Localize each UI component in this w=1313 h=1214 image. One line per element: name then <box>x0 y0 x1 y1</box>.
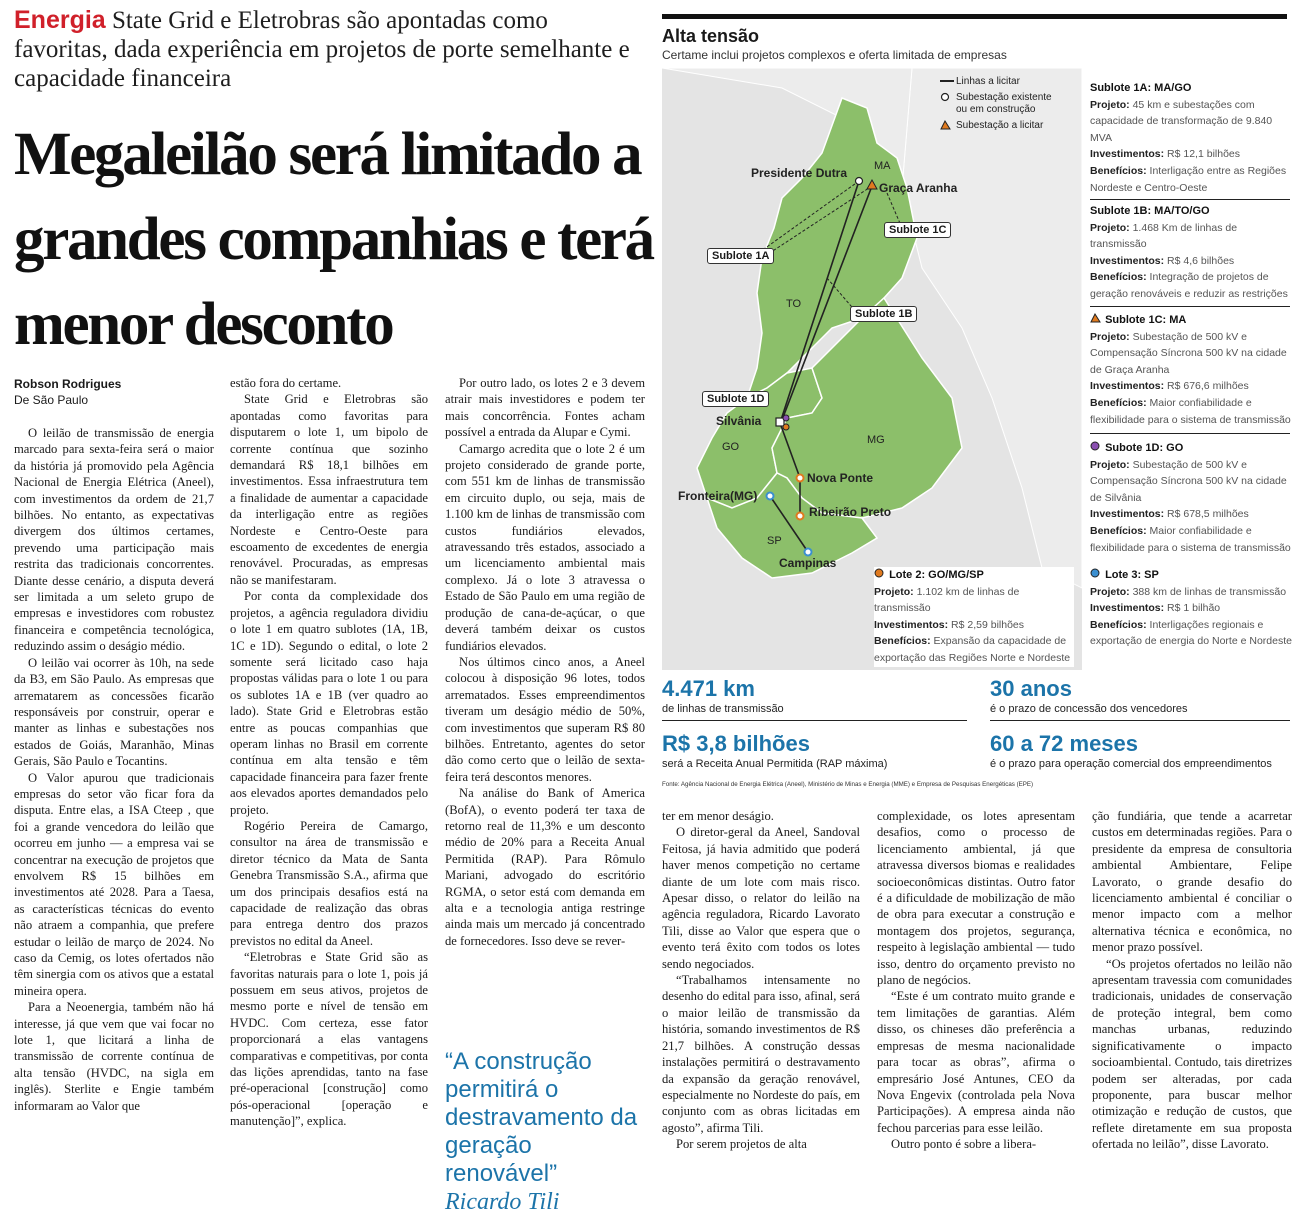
substation-ribeirao-preto <box>797 513 804 520</box>
infographic-top-rule <box>662 14 1287 19</box>
legend-item: Linhas a licitar <box>940 76 1056 88</box>
city-label: Graça Aranha <box>879 181 958 195</box>
sublot-1d-box: Subote 1D: GO Projeto: Subestação de 500 kV e Compensação Síncrona 500 kV na cidade de Silvânia Investimentos: R$ 678,5 milhões Benefícios: Maior confiabilidade e flexibilidade para o sistema de transmissão <box>1090 440 1295 556</box>
infographic-title: Alta tensão <box>662 26 760 46</box>
divider <box>1090 199 1290 200</box>
paragraph: ter em menor deságio. <box>662 809 774 823</box>
author-place: De São Paulo <box>14 393 89 407</box>
kicker-text: State Grid e Eletrobras são apontadas como favoritas, dada experiência em projetos de porte semelhante e capacidade financeira <box>14 7 630 92</box>
divider <box>662 720 967 721</box>
paragraph: Camargo acredita que o lote 2 é um projeto considerado de grande porte, com 551 km de linhas de transmissão em circuito duplo, ou seja, mais de 1.100 km de linhas de transmissão com custos fundiários elevados, atravessando três estados, associado a um licenciamento ambiental mais complexo. Já o lote 3 atravessa o Estado de São Paulo em uma região de produção de cana-de-açúcar, o que deverá também deixar os custos fundiários elevados. <box>445 441 645 653</box>
state-label: TO <box>786 298 802 310</box>
stat-value: 60 a 72 meses <box>990 731 1139 756</box>
circle-icon <box>940 92 956 106</box>
body-column-1 <box>14 425 214 1195</box>
divider <box>1090 306 1290 307</box>
divider <box>990 720 1290 721</box>
lot-2-box: Lote 2: GO/MG/SP Projeto: 1.102 km de linhas de transmissão Investimentos: R$ 2,59 bilhões Benefícios: Expansão da capacidade de exportação das Regiões Norte e Nordeste <box>874 567 1074 667</box>
paragraph: O Valor apurou que tradicionais empresas do setor vão ficar fora da disputa. Entre elas, a ISA Cteep , que foi a grande vencedora do leilão que ocorreu em junho — a empresa vai se concentrar na execução de projetos que envolvem R$ 15 bilhões em investimentos até 2028. Para a Taesa, as características técnicas do evento não atraem a companhia, que prefere estudar o leilão de março de 2024. No caso da Cemig, os lotes ofertados não têm sinergia com os ativos que a estatal mineira opera. <box>14 770 214 998</box>
stat-value: R$ 3,8 bilhões <box>662 731 810 756</box>
substation-nova-ponte <box>797 475 804 482</box>
map-legend <box>940 76 1056 138</box>
substation-campinas <box>805 549 812 556</box>
paragraph: “Este é um contrato muito grande e tem limitações de garantias. Além disso, os chineses dão preferência a empresas de mesma nacionalidade para tocar as obras”, afirma o empresário José Antunes, CEO da Nova Engevix (controlada pela Nova Participações). A empresa ainda não fechou parcerias para esse leilão. <box>877 989 1075 1135</box>
paragraph: estão fora do certame. <box>230 376 342 390</box>
substation-existing <box>856 178 863 185</box>
paragraph: “Os projetos ofertados no leilão não apresentam travessia com comunidades tradicionais, unidades de conservação de proteção integral, bem como manchas urbanas, reduzindo significativamente o impacto socioambiental. Contudo, tais diretrizes podem ser alteradas, por cada proponente, para buscar melhor otimização e redução de custos, que reflete diretamente em sua proposta ofertada no leilão”, disse Lavorato. <box>1092 956 1292 1152</box>
substation-lot2 <box>783 424 789 430</box>
pull-quote <box>445 1048 650 1214</box>
body-column-4 <box>662 808 860 1198</box>
body-column-3 <box>445 375 645 1035</box>
legend-item: Subestação a licitar <box>940 120 1056 134</box>
stat-caption: será a Receita Anual Permitida (RAP máxima) <box>662 758 888 770</box>
city-label: Nova Ponte <box>807 471 874 485</box>
paragraph: State Grid e Eletrobras são apontadas como favoritas para disputarem o lote 1, um bipolo de corrente contínua que sozinho demandará R$ 18,1 bilhões em investimentos. Essa infraestrutura tem a finalidade de aumentar a capacidade da interligação entre as regiões Nordeste e Centro-Oeste para escoamento de excedentes de energia renovável. Procuradas, as empresas não se manifestaram. <box>230 392 428 587</box>
state-label: MG <box>867 434 885 446</box>
sublot-label-1a: Sublote 1A <box>707 248 774 264</box>
infographic-subtitle: Certame inclui projetos complexos e oferta limitada de empresas <box>662 48 1007 62</box>
headline: Megaleilão será limitado a grandes companhias e terá menor desconto <box>14 121 653 358</box>
state-label: GO <box>722 441 740 453</box>
stat-caption: é o prazo para operação comercial dos empreendimentos <box>990 758 1272 770</box>
stat-value: 30 anos <box>990 676 1072 701</box>
paragraph: Rogério Pereira de Camargo, consultor na área de transmissão e diretor técnico da Mata de Santa Genebra Transmissão S.A., afirma que um dos principais desafios está na capacidade de realização das obras para entrega dentro dos prazos previstos no edital da Aneel. <box>230 818 428 948</box>
state-label: MA <box>874 160 891 172</box>
stat-caption: de linhas de transmissão <box>662 703 784 715</box>
orange-dot-icon <box>874 569 886 581</box>
paragraph: ção fundiária, que tende a acarretar custos em determinadas regiões. Para o presidente da empresa de consultoria ambiental Ambientare, Felipe Lavorato, o grande desafio do licenciamento ambiental é conciliar o menor impacto com a melhor alternativa técnica e econômica, no menor prazo possível. <box>1092 809 1292 955</box>
city-label: Campinas <box>779 556 837 570</box>
paragraph: O leilão vai ocorrer às 10h, na sede da B3, em São Paulo. As empresas que arrematarem as concessões ficarão responsáveis por construir, operar e manter as linhas e subestações nos estados de Goiás, Maranhão, Minas Gerais, São Paulo e Tocantins. <box>14 655 214 769</box>
pull-quote-author: Ricardo Tili <box>445 1189 560 1214</box>
sublot-1b-box: Sublote 1B: MA/TO/GO Projeto: 1.468 Km de linhas de transmissão Investimentos: R$ 4,6 bilhões Benefícios: Integração de projetos de geração renováveis e reduzir as restrições <box>1090 203 1295 303</box>
body-column-6 <box>1092 808 1292 1198</box>
paragraph: “Trabalhamos intensamente no desenho do edital para isso, afinal, será o maior leilão de transmissão da história, somando investimentos de R$ 21,7 bilhões. A construção dessas instalações permitirá o destravamento da expansão da geração renovável, especialmente no Nordeste do país, em conjunto com as obras licitadas em agosto”, afirma Tili. <box>662 973 860 1135</box>
line-icon <box>940 76 956 88</box>
city-label: Fronteira(MG) <box>678 489 758 503</box>
article-kicker <box>14 6 634 93</box>
sublot-1a-box: Sublote 1A: MA/GO Projeto: 45 km e subestações com capacidade de transformação de 9.840 MVA Investimentos: R$ 12,1 bilhões Benefícios: Interligação entre as Regiões Nordeste e Centro-Oeste <box>1090 80 1295 196</box>
byline <box>14 376 219 408</box>
triangle-icon <box>940 120 956 134</box>
paragraph: Para a Neoenergia, também não há interesse, já que vem que vai focar no lote 1, que licitará a linha de transmissão de corrente contínua de alta tensão (HVDC, na sigla em inglês). Sterlite e Engie também informaram ao Valor que <box>14 1000 214 1113</box>
triangle-icon <box>1090 314 1102 326</box>
divider <box>1090 433 1290 434</box>
lot-3-box: Lote 3: SP Projeto: 388 km de linhas de transmissão Investimentos: R$ 1 bilhão Benefícios: Interligações regionais e exportação de energia do Norte e Nordeste <box>1090 567 1295 650</box>
paragraph: “Eletrobras e State Grid são as favoritas naturais para o lote 1, pois já possuem em seus ativos, projetos de mesmo porte e nível de tensão em HVDC. Com certeza, esse fator proporcionará a elas vantagens comparativas e competitivas, por conta das lições aprendidas, tanto na fase pré-operacional [construção] como pós-operacional [operação e manutenção]”, explica. <box>230 950 428 1129</box>
pull-quote-text: “A construção permitirá o destravamento da geração renovável” <box>445 1048 638 1187</box>
city-label: Ribeirão Preto <box>809 505 892 519</box>
legend-item: Subestação existente ou em construção <box>940 92 1056 116</box>
city-label: Presidente Dutra <box>751 166 848 180</box>
stat-value: 4.471 km <box>662 676 755 701</box>
section-tag: Energia <box>14 6 106 34</box>
sublot-label-1c: Sublote 1C <box>884 222 951 238</box>
paragraph: Outro ponto é sobre a libera- <box>891 1137 1037 1152</box>
sublot-label-1d: Sublote 1D <box>702 391 769 407</box>
city-label: Silvânia <box>716 414 762 428</box>
body-column-2 <box>230 375 428 1195</box>
paragraph: complexidade, os lotes apresentam desafios, como o processo de licenciamento ambiental, já que atravessa diversos biomas e realidades socioeconômicas distintas. Outro fator é a dificuldade de mobilização de mão de obra para executar a construção e montagem dos projetos, segurança, respeito à legislação ambiental — tudo isso, dentro do orçamento previsto no plano de negócios. <box>877 809 1075 988</box>
blue-dot-icon <box>1090 569 1102 581</box>
paragraph: Na análise do Bank of America (BofA), o evento poderá ter taxa de retorno real de 11,3% e um desconto médio de 20% para a Receita Anual Permitida (RAP). Para Rômulo Mariani, advogado do escritório RGMA, o setor está com demanda em alta e a tecnologia antiga restringe ainda mais um mercado já concentrado de fornecedores. Isso deve se rever- <box>445 786 645 948</box>
paragraph: Por serem projetos de alta <box>676 1137 807 1152</box>
sublot-1c-box: Sublote 1C: MA Projeto: Subestação de 500 kV e Compensação Síncrona 500 kV na cidade de Graça Aranha Investimentos: R$ 676,6 milhões Benefícios: Maior confiabilidade e flexibilidade para o sistema de transmissão <box>1090 312 1295 428</box>
author-name: Robson Rodrigues <box>14 377 122 391</box>
paragraph: Por outro lado, os lotes 2 e 3 devem atrair mais investidores e podem ter mais concorrência. Fontes acham possível a entrada da Alupar e Cymi. <box>445 376 645 440</box>
paragraph: O diretor-geral da Aneel, Sandoval Feitosa, já havia admitido que poderá haver menos competição no certame diante de um lote com mais risco. Apesar disso, o relator do leilão na agência reguladora, Ricardo Lavorato Tili, disse ao Valor que espera que o evento terá êxito com todos os lotes sendo negociados. <box>662 825 860 971</box>
body-column-5 <box>877 808 1075 1198</box>
purple-dot-icon <box>1090 442 1102 454</box>
source-note: Fonte: Agência Nacional de Energia Elétrica (Aneel), Ministério de Minas e Energia (MME) e Empresa de Pesquisas Energéticas (EPE) <box>662 781 1034 788</box>
state-label: SP <box>767 535 782 547</box>
sublot-label-1b: Sublote 1B <box>850 306 917 322</box>
substation-1d <box>783 415 789 421</box>
stat-caption: é o prazo de concessão dos vencedores <box>990 703 1188 715</box>
paragraph: O leilão de transmissão de energia marcado para sexta-feira será o maior da história já promovido pela Agência Nacional de Energia Elétrica (Aneel), com investimentos da ordem de 21,7 bilhões. No entanto, as expectativas divergem dos últimos certames, prevendo uma participação mais restrita das tradicionais concorrentes. Diante desse cenário, a disputa deverá ser limitada a um seleto grupo de empresas e investidores com robustez financeira e competência tecnológica, reduzindo assim o deságio médio. <box>14 426 214 654</box>
substation-fronteira <box>767 493 774 500</box>
paragraph: Por conta da complexidade dos projetos, a agência reguladora dividiu o lote 1 em quatro sublotes (1A, 1B, 1C e 1D). Segundo o edital, o lote 2 somente será licitado caso haja propostas válidas para o lote 1 ou para os sublotes 1A e 1B (ver quadro ao lado). State Grid e Eletrobras estão entre as poucas companhias que operam linhas no Brasil em corrente contínua em alta tensão e têm capacidade financeira para fazer frente aos elevados aportes demandados pelo projeto. <box>230 589 428 817</box>
paragraph: Nos últimos cinco anos, a Aneel colocou à disposição 96 lotes, todos arrematados. Esses empreendimentos tiveram um deságio médio de 50%, com investimentos que superam R$ 80 bilhões. Entretanto, agentes do setor dão como certo que o leilão de sexta-feira terá descontos menores. <box>445 654 645 784</box>
